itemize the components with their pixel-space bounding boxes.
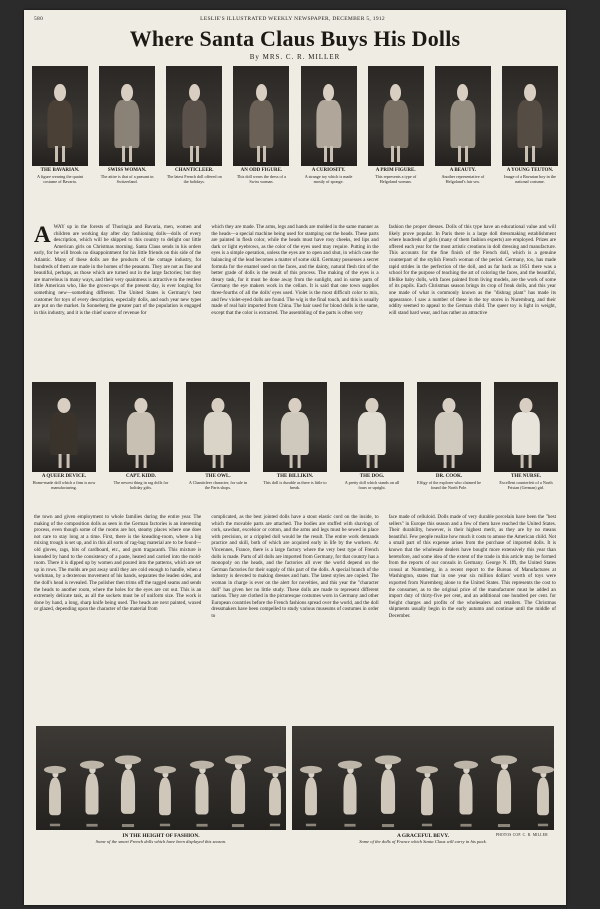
doll-figure bbox=[358, 398, 386, 468]
bottom-caption-right-title: A GRACEFUL BEVY. bbox=[396, 833, 450, 839]
lower-column-1-text: the town and given employment to whole families during the entire year. The making of the composition dolls as seen in the German factories is an interesting process, even though some of the rooms are hot, steamy places where one does not care to stay long at a time. First, there is the kneading-room, where a big mixing trough is set up, and in this all sorts of rag-bag material are to be found—old gloves, rags, bits of cardboard, etc., and gum tragacanth. This mixture is kneaded by hand to the consistency of a paste, heated and carried into the mold-room. There it is dipped up by women and poured into the patterns, which are set up in rows. The molds are put away until they are cold enough to handle, when a workman, by a dexterous movement of his hands, separates the leaden sides, and the doll's head is revealed. The polisher then trims off the ragged seams and sends the heads to another room, where the holes for the eyes are cut out. This is an extremely delicate task, as all the sockets must be of uniform size. The work is done by hand, a long, sharp knife being used. The heads are next painted, waxed or glazed, depending upon the character of the material from bbox=[34, 514, 202, 613]
fashion-doll-figure bbox=[497, 755, 511, 822]
middle-caption-title: THE DOG. bbox=[359, 474, 385, 479]
middle-cell bbox=[109, 382, 173, 504]
middle-photo bbox=[186, 382, 250, 472]
doll-figure bbox=[518, 84, 543, 162]
middle-photo bbox=[263, 382, 327, 472]
fashion-doll-figure bbox=[305, 766, 317, 822]
top-caption-title: A BEAUTY. bbox=[449, 168, 476, 173]
top-caption-text: The attire is that of a peasant in Switzerland. bbox=[100, 174, 154, 184]
middle-cell bbox=[417, 382, 481, 504]
upper-column-2-text: which they are made. The arms, legs and hands are molded in the same manner as the heads—a special machine being used for stamping out the heads. These parts are painted in flesh color, while the heads must have rosy cheeks, red lips and dark or light eyebrows, as the color of the eyes used may require. Putting in the eyes is a simple operation, unless the eyes are to open and shut, in which case the balancing of the lead becomes a matter of some skill. Germany possesses a secret formula for the enamel used on the faces, and the dainty, natural flesh tint of the better grade of dolls is the result of this process. The making of the eyes is a dreary task, for it must be done away from the sunlight, and in some parts of Germany the eye makers work in the cellars. It is said that one town supplies three-fourths of all the dolls' eyes used. Violet is the most difficult color to mix, and few violet-eyed dolls are found. The wig is the final touch, and this is usually made of real hair imported from China. The hair used for blond dolls is the same, except that the color is extracted. The assembling of the parts is often very bbox=[211, 224, 379, 316]
middle-caption-title: A QUEER DEVICE. bbox=[41, 474, 87, 479]
middle-caption-title: DR. COOK. bbox=[435, 474, 463, 479]
fashion-doll-figure bbox=[231, 755, 245, 822]
top-caption-text: This doll wears the dress of a Swiss woman. bbox=[236, 174, 286, 184]
top-photo bbox=[301, 66, 357, 166]
fashion-doll-figure bbox=[269, 766, 281, 822]
middle-photo-row bbox=[32, 382, 558, 504]
top-caption-text: This represents a type of Helgoland woman. bbox=[375, 174, 417, 184]
bottom-caption-right-text: Some of the dolls of France which Santa Claus will carry in his pack. bbox=[359, 839, 487, 844]
doll-figure bbox=[316, 84, 341, 162]
top-cell bbox=[166, 66, 222, 192]
top-cell bbox=[301, 66, 357, 192]
upper-column-3-text: fashion the proper dresses. Dolls of this type have an educational value and will likely prove popular. In Paris there is a large doll dressmaking establishment where hundreds of girls (many of them fashion experts) are employed. Prizes are offered each year for the most artistic creations in doll dressing and manufacture. This accounts for the fine finish of the French doll, which is a genuine counterpart of the stylish French woman of the period. Germany, too, has made rapid strides in the perfection of the doll, and as far back as 1851 there was a school for the purpose of teaching the art of coloring the faces, and the beautiful, lifelike baby dolls, with faces painted from living models, are the work of some of its pupils. Each Christmas season brings its crop of freak dolls, and this year one made of what is commonly known as the "dishrag plant" has made its appearance. I saw a number of these in the toy stores in Nuremburg, and their oddity seemed to appeal to the German child. The queer toy is light in weight, will stand hard wear, and has rather an attractive bbox=[388, 224, 556, 316]
top-photo bbox=[166, 66, 222, 166]
running-head: LESLIE'S ILLUSTRATED WEEKLY NEWSPAPER, DECEMBER 5, 1912 bbox=[200, 16, 385, 22]
top-caption-title: THE BAVARIAN. bbox=[40, 168, 80, 173]
middle-caption-text: A Chanticleer character, for sale in the Paris shops. bbox=[188, 480, 248, 490]
fashion-doll-figure bbox=[421, 766, 433, 822]
top-cell bbox=[502, 66, 558, 192]
top-caption-title: AN ODD FIGURE. bbox=[240, 168, 283, 173]
middle-caption-title: CAPT. KIDD. bbox=[125, 474, 157, 479]
top-cell bbox=[99, 66, 155, 192]
doll-figure bbox=[50, 398, 78, 468]
middle-photo bbox=[32, 382, 96, 472]
doll-figure bbox=[48, 84, 73, 162]
lower-column-1 bbox=[34, 514, 201, 720]
middle-caption-text: This doll is durable as there is little to break. bbox=[263, 480, 327, 490]
doll-figure bbox=[249, 84, 274, 162]
top-photo bbox=[99, 66, 155, 166]
middle-caption-text: A pretty doll which stands on all fours or upright. bbox=[344, 480, 400, 490]
top-caption-text: The latest French doll offered on the holidays. bbox=[166, 174, 222, 184]
fashion-doll-figure bbox=[85, 761, 98, 822]
doll-figure bbox=[204, 398, 232, 468]
middle-cell bbox=[263, 382, 327, 504]
middle-photo bbox=[494, 382, 558, 472]
top-caption-title: A YOUNG TEUTON. bbox=[506, 168, 554, 173]
bottom-photo-fashion bbox=[36, 726, 286, 830]
bottom-photo-bevy bbox=[292, 726, 554, 830]
lower-article-text bbox=[34, 514, 556, 720]
top-cell bbox=[32, 66, 88, 192]
middle-photo bbox=[340, 382, 404, 472]
top-cell bbox=[368, 66, 424, 192]
byline: By MRS. C. R. MILLER bbox=[249, 53, 341, 61]
top-caption-title: A PRIM FIGURE. bbox=[375, 168, 416, 173]
middle-cell bbox=[32, 382, 96, 504]
fashion-doll-figure bbox=[381, 755, 395, 822]
running-header bbox=[34, 16, 556, 22]
top-photo bbox=[502, 66, 558, 166]
lower-column-2-text: complicated, as the best jointed dolls have a stout elastic cord on the inside, to which the movable parts are attached. The bodies are stuffed with shavings of cork, sawdust, excelsior or cotton, and the arms and legs must be sewed in place with precision, or a crippled doll would be the result. The entire work demands practice and skill, both of which are acquired early in life by the workers. At Vincennes, France, there is a large factory where the very best type of French dolls is made. Parts of all dolls are imported from Germany, for that country has a monopoly on the heads, and the factories all over the world depend on the German factories for their supply of this part of the dolls. A special branch of the industry is devoted to making dresses and hats. The latest styles are copied. The woman in charge is ever on the alert for novelties, and this year the "character doll" has given her no little study. These dolls are made to represent different nations. They are clothed in the picturesque costumes worn in Germany and other European countries before the French fashions spread over the world, and the doll dressmakers have been compelled to study various museums of costumes in order to bbox=[211, 514, 379, 619]
fashion-doll-figure bbox=[343, 761, 356, 822]
top-caption-text: Image of a Bavarian boy in the national costume. bbox=[504, 174, 556, 184]
drop-cap: A bbox=[34, 224, 51, 247]
top-photo bbox=[368, 66, 424, 166]
middle-photo bbox=[109, 382, 173, 472]
top-caption-text: A figure wearing the quaint costume of Bavaria. bbox=[36, 174, 84, 184]
top-caption-title: SWISS WOMAN. bbox=[107, 168, 147, 173]
top-photo bbox=[233, 66, 289, 166]
middle-caption-text: Home-made doll which a firm is now manufacturing. bbox=[32, 480, 96, 490]
bottom-caption-left-text: Some of the smart French dolls which have been displayed this season. bbox=[95, 839, 227, 844]
top-cell bbox=[435, 66, 491, 192]
fashion-doll-figure bbox=[49, 766, 61, 822]
middle-caption-title: THE NURSE. bbox=[510, 474, 541, 479]
fashion-doll-figure bbox=[159, 766, 171, 822]
middle-caption-text: The newest thing in rag dolls for holiday gifts. bbox=[113, 480, 169, 490]
article-title: Where Santa Claus Buys His Dolls bbox=[129, 26, 461, 51]
doll-figure bbox=[383, 84, 408, 162]
upper-column-1-text: WAY up in the forests of Thuringia and Bavaria, men, women and children are working day after day fashioning dolls—dolls of every description, which will be shipped to this country to delight our little American girls on Christmas morning. Santa Claus sends in his orders early, for he will brook no disappointment for his little friends on this side of the Atlantic. Many of these dolls are the products of the cottage industry, for hundreds of them are made in the homes of the peasants. They are not as fine and beautiful, perhaps, as those which are turned out in the large factories; but they are marvelous in many ways, and their very quaintness is attractive to the restless little American who, like the grown-ups of the present day, is ever longing for something new—something different. The United States is Germany's best customer for toys of every description, especially dolls, and each year new types are put on the market. In Sonneberg the greater part of the population is engaged in this industry, and it is the chief source of revenue for bbox=[34, 224, 202, 316]
middle-cell bbox=[186, 382, 250, 504]
doll-figure bbox=[281, 398, 309, 468]
top-cell bbox=[233, 66, 289, 192]
middle-cell bbox=[340, 382, 404, 504]
doll-figure bbox=[127, 398, 155, 468]
lower-column-3 bbox=[389, 514, 556, 720]
bottom-caption-left bbox=[36, 833, 286, 844]
top-caption-text: Another representative of Helgoland's fair sex. bbox=[441, 174, 485, 184]
middle-caption-title: THE BILLIKIN. bbox=[276, 474, 314, 479]
doll-figure bbox=[182, 84, 207, 162]
doll-figure bbox=[451, 84, 476, 162]
top-caption-title: CHANTICLEER. bbox=[175, 168, 214, 173]
doll-figure bbox=[512, 398, 540, 468]
middle-caption-text: Effigy of the explorer who claimed he found the North Pole. bbox=[417, 480, 481, 490]
top-caption-title: A CURIOSITY. bbox=[311, 168, 346, 173]
top-caption-text: A strange toy which is made mostly of sponge. bbox=[304, 174, 353, 184]
photo-credit: PHOTOS COP. C. R. MILLER bbox=[495, 833, 548, 837]
fashion-doll-figure bbox=[195, 761, 208, 822]
lower-column-3-text: face made of celluloid. Dolls made of very durable porcelain have been the "best sellers" in Europe this season and a few of them have reached the United States. Their durability, however, is their highest merit, as they are by no means beautiful. Few people realize how much it costs to amuse the American child. Not a small part of this expense arises from the purchase of imported dolls. It is known that the wholesale dealers have bought more extensively this year than heretofore, and some idea of the extent of the trade in this article may be formed from the reports of our consuls in Germany. George N. Ifft, the United States consul at Nuremberg, in a recent report to the Bureau of Manufactures at Washington, states that in one year six million dollars' worth of toys were exported from Nuremberg alone to the United States. This represents the cost to the consumer, as to the original price of the manufacturer must be added an import duty of thirty-five per cent, and an additional one hundred per cent. for freight charges and profits of the wholesalers and retailers. The Christmas shipments usually begin in the early autumn and continue until the middle of December. bbox=[388, 514, 556, 619]
middle-cell bbox=[494, 382, 558, 504]
fashion-doll-figure bbox=[121, 755, 135, 822]
top-photo-row bbox=[32, 66, 558, 192]
lower-column-2 bbox=[211, 514, 378, 720]
top-photo bbox=[32, 66, 88, 166]
fashion-doll-figure bbox=[459, 761, 472, 822]
top-photo bbox=[435, 66, 491, 166]
doll-figure bbox=[115, 84, 140, 162]
middle-caption-text: Excellent counterfeit of a North Frisian (German) girl. bbox=[499, 480, 553, 490]
bottom-caption-left-title: IN THE HEIGHT OF FASHION. bbox=[122, 833, 200, 839]
newspaper-page bbox=[24, 10, 566, 905]
middle-photo bbox=[417, 382, 481, 472]
middle-caption-title: THE OWL. bbox=[205, 474, 231, 479]
page-number: 580 bbox=[34, 16, 44, 22]
fashion-doll-figure bbox=[537, 766, 549, 822]
doll-figure bbox=[435, 398, 463, 468]
